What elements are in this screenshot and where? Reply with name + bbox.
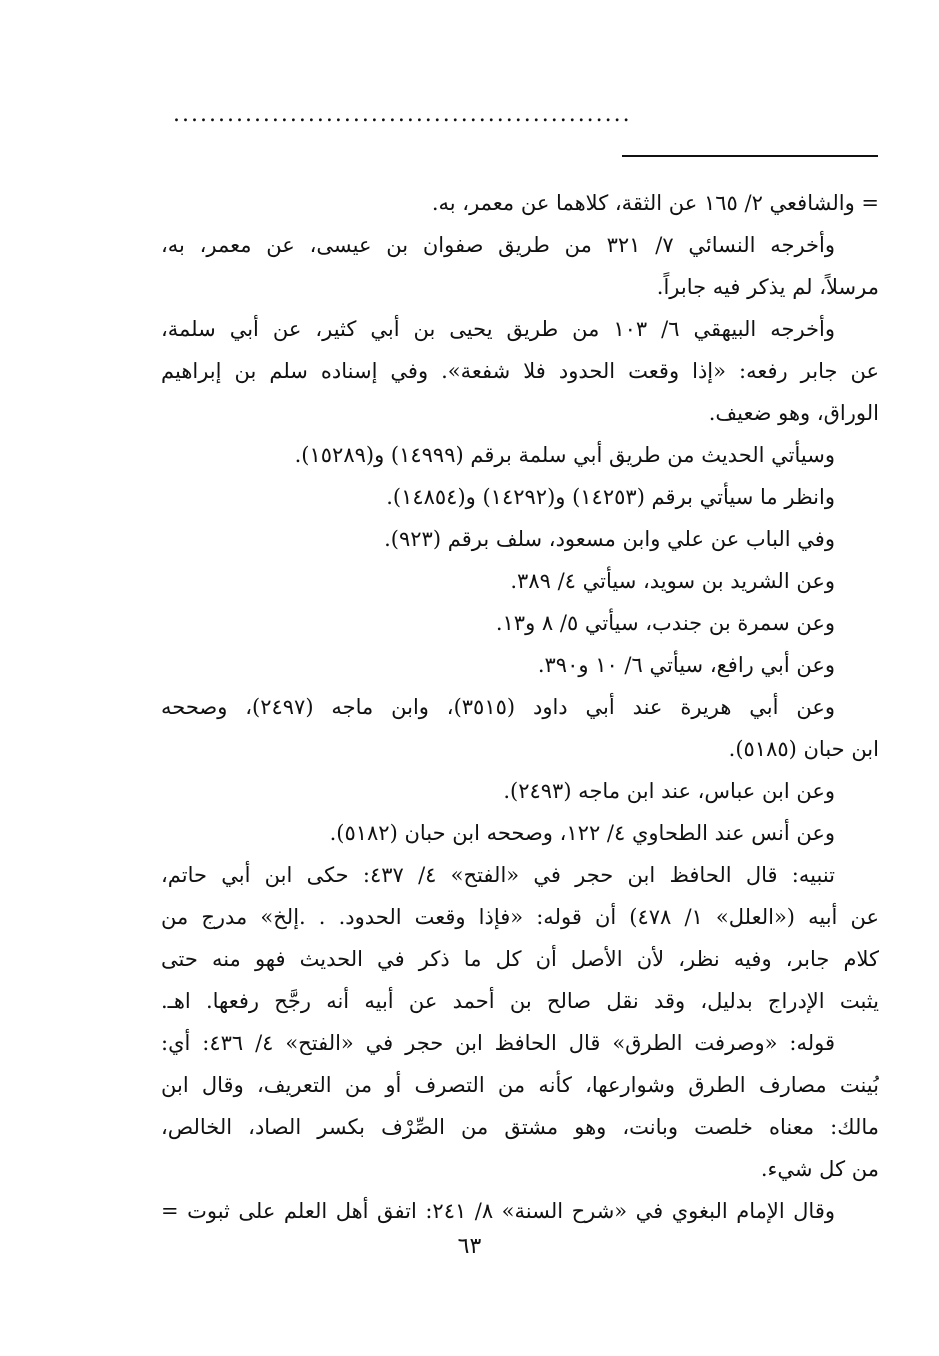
text-line: كلام جابر، وفيه نظر، لأن الأصل أن كل ما ذكر في الحديث فهو منه حتى bbox=[161, 947, 879, 971]
text-line: عن جابر رفعه: «إذا وقعت الحدود فلا شفعة». وفي إسناده سلم بن إبراهيم bbox=[161, 359, 879, 383]
text-line: تنبيه: قال الحافظ ابن حجر في «الفتح» ٤/ ٤٣٧: حكى ابن أبي حاتم، bbox=[161, 863, 835, 887]
text-line: الوراق، وهو ضعيف. bbox=[708, 401, 879, 425]
text-line: يثبت الإدراج بدليل، وقد نقل صالح بن أحمد عن أبيه أنه رجَّح رفعها. اهـ. bbox=[161, 989, 879, 1013]
page-number: ٦٣ bbox=[457, 1234, 482, 1259]
text-line: عن أبيه («العلل» ١/ ٤٧٨) أن قوله: «فإذا وقعت الحدود. . .إلخ» مدرج من bbox=[161, 905, 879, 929]
text-line: قوله: «وصرفت الطرق» قال الحافظ ابن حجر في «الفتح» ٤/ ٤٣٦: أي: bbox=[161, 1031, 835, 1055]
footnote-text bbox=[161, 182, 879, 1232]
text-line: ابن حبان (٥١٨٥). bbox=[728, 737, 879, 761]
text-line: = والشافعي ٢/ ١٦٥ عن الثقة، كلاهما عن معمر، به. bbox=[431, 191, 879, 215]
text-line: وأخرجه النسائي ٧/ ٣٢١ من طريق صفوان بن عيسى، عن معمر، به، bbox=[161, 233, 835, 257]
text-line: وعن ابن عباس، عند ابن ماجه (٢٤٩٣). bbox=[503, 779, 835, 803]
separator-dots: ................................................... bbox=[173, 102, 632, 127]
text-line: بُينت مصارف الطرق وشوارعها، كأنه من التصرف أو من التعريف، وقال ابن bbox=[161, 1073, 879, 1097]
text-line: وعن أبي رافع، سيأتي ٦/ ١٠ و٣٩٠. bbox=[537, 653, 835, 677]
text-line: مرسلاً، لم يذكر فيه جابراً. bbox=[656, 275, 879, 299]
text-line: وسيأتي الحديث من طريق أبي سلمة برقم (١٤٩٩٩) و(١٥٢٨٩). bbox=[294, 443, 835, 467]
text-line: وعن الشريد بن سويد، سيأتي ٤/ ٣٨٩. bbox=[510, 569, 835, 593]
text-line: مالك: معناه خلصت وبانت، وهو مشتق من الصِّرْف بكسر الصاد، الخالص، bbox=[161, 1115, 879, 1139]
text-line: وعن أنس عند الطحاوي ٤/ ١٢٢، وصححه ابن حبان (٥١٨٢). bbox=[329, 821, 835, 845]
text-line: وفي الباب عن علي وابن مسعود، سلف برقم (٩٢٣). bbox=[384, 527, 835, 551]
text-line: من كل شيء. bbox=[760, 1157, 879, 1181]
text-line: وعن أبي هريرة عند أبي داود (٣٥١٥)، وابن ماجه (٢٤٩٧)، وصححه bbox=[161, 695, 835, 719]
text-line: وعن سمرة بن جندب، سيأتي ٥/ ٨ و١٣. bbox=[495, 611, 835, 635]
text-line: وانظر ما سيأتي برقم (١٤٢٥٣) و(١٤٢٩٢) و(١٤٨٥٤). bbox=[386, 485, 835, 509]
footnote-rule bbox=[622, 155, 878, 157]
text-line: وأخرجه البيهقي ٦/ ١٠٣ من طريق يحيى بن أبي كثير، عن أبي سلمة، bbox=[161, 317, 835, 341]
text-line: وقال الإمام البغوي في «شرح السنة» ٨/ ٢٤١: اتفق أهل العلم على ثبوت = bbox=[161, 1199, 835, 1223]
